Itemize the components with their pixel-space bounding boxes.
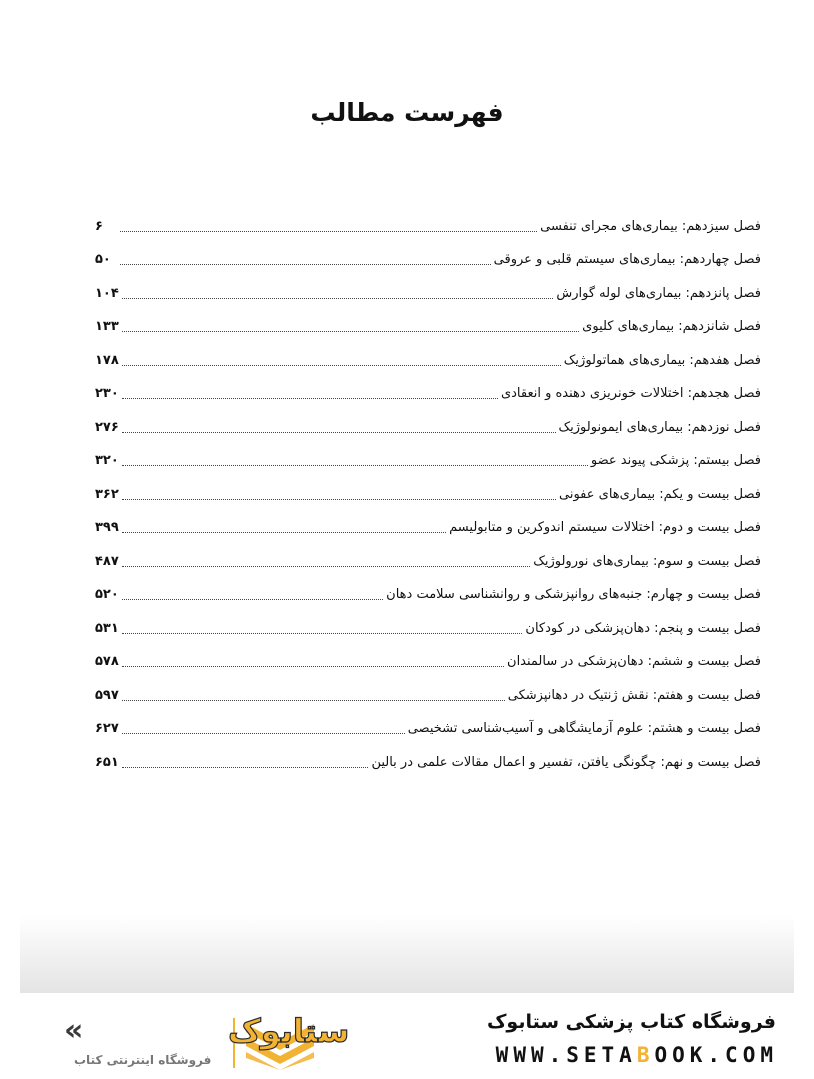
toc-entry[interactable] — [95, 605, 761, 639]
toc-leader-dots — [122, 499, 556, 500]
toc-entry-page: ۱۳۳ — [95, 319, 119, 334]
toc-entry[interactable] — [95, 639, 761, 673]
toc-entry-label: فصل بیستم: پزشکی پیوند عضو — [590, 453, 761, 468]
toc-entry-label: فصل نوزدهم: بیماری‌های ایمونولوژیک — [558, 419, 761, 435]
toc-entry[interactable] — [95, 572, 761, 606]
toc-entry-label: فصل شانزدهم: بیماری‌های کلیوی — [582, 319, 761, 334]
toc-entry[interactable] — [95, 337, 761, 371]
toc-leader-dots — [120, 231, 537, 232]
toc-entry[interactable] — [95, 706, 761, 740]
toc-entry-label: فصل بیست و پنجم: دهان‌پزشکی در کودکان — [525, 620, 761, 636]
toc-entry-label: فصل بیست و هشتم: علوم آزمایشگاهی و آسیب‌شناسی تشخیصی — [407, 721, 761, 736]
logo-tagline: فروشگاه اینترنتی کتاب — [74, 1053, 212, 1067]
toc-entry-page: ۱۷۸ — [95, 352, 119, 368]
toc-entry-label: فصل هجدهم: اختلالات خونریزی دهنده و انعقادی — [500, 386, 761, 401]
toc-leader-dots — [122, 465, 588, 466]
toc-entry[interactable] — [95, 739, 761, 773]
toc-leader-dots — [122, 733, 405, 734]
toc-entry-label: فصل بیست و دوم: اختلالات سیستم اندوکرین و متابولیسم — [449, 520, 761, 535]
toc-entry-label: فصل بیست و ششم: دهان‌پزشکی در سالمندان — [507, 654, 761, 669]
toc-entry-page: ۵۲۰ — [95, 587, 119, 602]
toc-entry-page: ۱۰۴ — [95, 285, 119, 301]
store-name: فروشگاه کتاب پزشکی ستابوک — [486, 1011, 776, 1033]
toc-entry[interactable] — [95, 505, 761, 539]
toc-leader-dots — [122, 432, 556, 433]
toc-leader-dots — [122, 566, 530, 567]
table-of-contents — [95, 203, 761, 773]
page-title: فهرست مطالب — [310, 98, 504, 127]
toc-leader-dots — [122, 331, 579, 332]
toc-entry[interactable] — [95, 672, 761, 706]
toc-leader-dots — [122, 633, 523, 634]
toc-entry-label: فصل بیست و یکم: بیماری‌های عفونی — [559, 486, 761, 502]
toc-entry[interactable] — [95, 270, 761, 304]
toc-entry[interactable] — [95, 438, 761, 472]
toc-entry[interactable] — [95, 371, 761, 405]
toc-entry-label: فصل بیست و هفتم: نقش ژنتیک در دهانپزشکی — [507, 687, 761, 703]
toc-entry-page: ۳۲۰ — [95, 453, 119, 468]
toc-entry-label: فصل چهاردهم: بیماری‌های سیستم قلبی و عروقی — [493, 252, 761, 267]
toc-entry-page: ۳۹۹ — [95, 520, 119, 535]
toc-entry-page: ۲۷۶ — [95, 419, 119, 435]
toc-leader-dots — [122, 666, 504, 667]
toc-entry-page: ۵۷۸ — [95, 654, 119, 669]
toc-entry[interactable] — [95, 237, 761, 271]
setabook-logo-mark — [62, 1010, 350, 1050]
toc-leader-dots — [122, 599, 383, 600]
toc-entry[interactable] — [95, 304, 761, 338]
logo-word: ستابوک — [228, 1012, 350, 1050]
toc-entry-page: ۳۶۲ — [95, 486, 119, 502]
toc-entry[interactable] — [95, 471, 761, 505]
toc-entry-label: فصل بیست و چهارم: جنبه‌های روانپزشکی و روانشناسی سلامت دهان — [386, 587, 761, 602]
url-part-1: WWW.SETA — [495, 1043, 637, 1067]
toc-leader-dots — [122, 700, 505, 701]
toc-entry-label: فصل پانزدهم: بیماری‌های لوله گوارش — [556, 285, 761, 301]
toc-entry-page: ۵۹۷ — [95, 687, 119, 703]
toc-entry-page: ۶۵۱ — [95, 754, 119, 770]
url-part-2: OOK.COM — [654, 1043, 778, 1067]
toc-entry-label: فصل سیزدهم: بیماری‌های مجرای تنفسی — [540, 218, 761, 234]
toc-leader-dots — [122, 532, 446, 533]
toc-entry-page: ۶۲۷ — [95, 721, 119, 736]
toc-leader-dots — [122, 398, 498, 399]
url-highlight: B — [636, 1043, 655, 1067]
toc-entry[interactable] — [95, 404, 761, 438]
store-url[interactable] — [496, 1043, 778, 1067]
toc-entry-page: ۴۸۷ — [95, 553, 119, 569]
toc-leader-dots — [122, 767, 369, 768]
toc-leader-dots — [122, 298, 554, 299]
toc-entry-label: فصل بیست و نهم: چگونگی یافتن، تفسیر و اعمال مقالات علمی در بالین — [371, 754, 761, 770]
toc-leader-dots — [120, 264, 491, 265]
svg-text:«: « — [64, 1013, 84, 1048]
toc-entry-page: ۵۳۱ — [95, 620, 119, 636]
toc-entry[interactable] — [95, 203, 761, 237]
toc-leader-dots — [122, 365, 561, 366]
toc-entry[interactable] — [95, 538, 761, 572]
footer-shade — [20, 915, 794, 993]
toc-entry-label: فصل هفدهم: بیماری‌های هماتولوژیک — [563, 352, 761, 368]
toc-entry-page: ۶ — [95, 218, 103, 234]
toc-entry-label: فصل بیست و سوم: بیماری‌های نورولوژیک — [533, 553, 761, 569]
toc-entry-page: ۵۰ — [95, 252, 111, 267]
toc-entry-page: ۲۳۰ — [95, 386, 119, 401]
